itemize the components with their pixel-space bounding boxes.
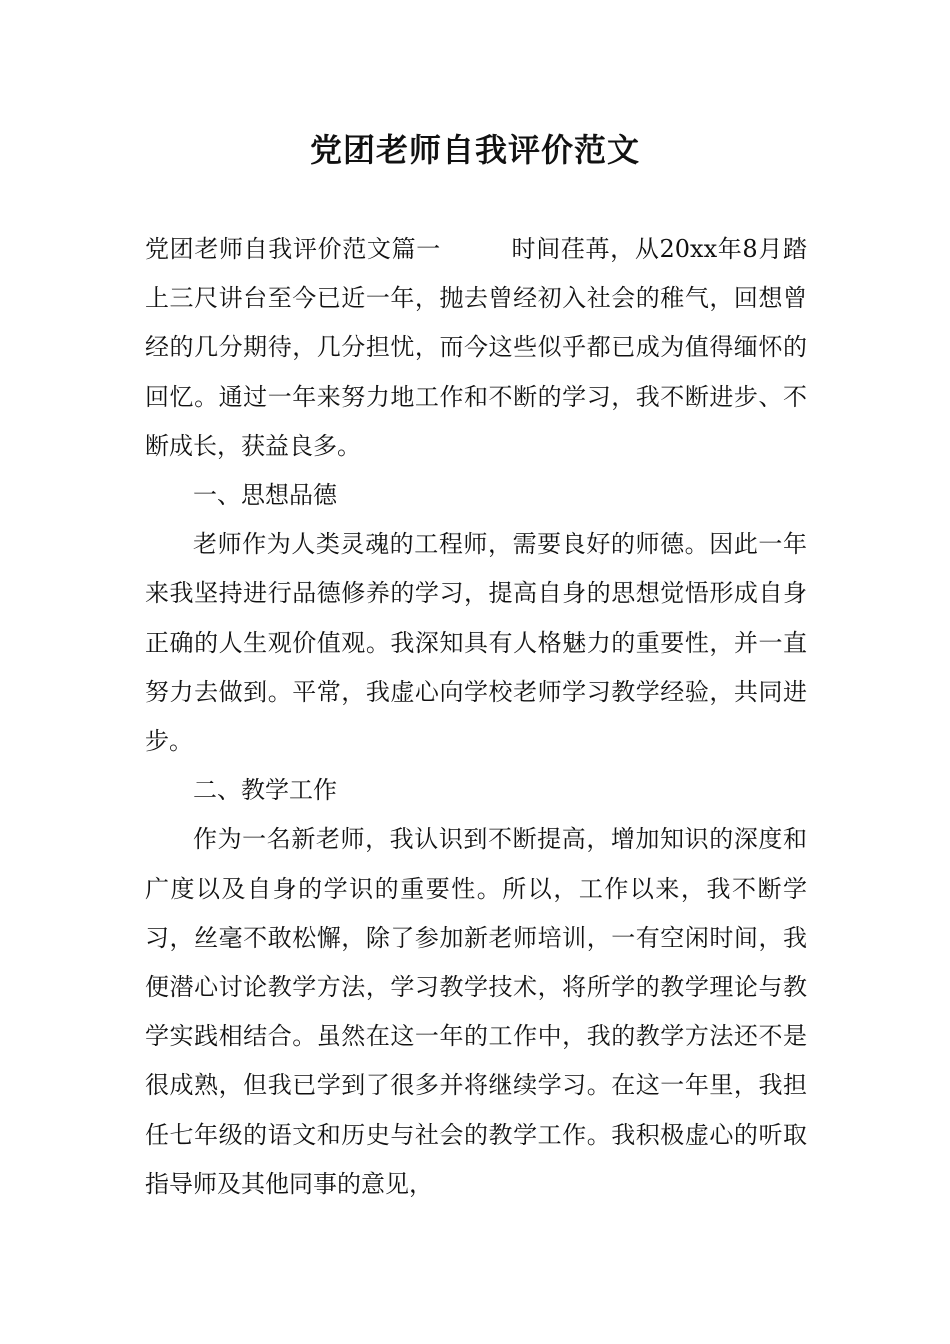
intro-paragraph (145, 225, 807, 471)
document-title: 党团老师自我评价范文 (309, 131, 640, 169)
section-heading-2: 二、教学工作 (193, 776, 337, 805)
section-paragraph-1: 老师作为人类灵魂的工程师，需要良好的师德。因此一年来我坚持进行品德修养的学习，提高自身的思想觉悟形成自身正确的人生观价值观。我深知具有人格魅力的重要性，并一直努力去做到。平常，我虚心向学校老师学习教学经验，共同进步。 (145, 530, 807, 756)
intro-label: 党团老师自我评价范文篇一 (145, 235, 441, 263)
intro-text: 时间荏苒，从20xx年8月踏上三尺讲台至今已近一年，抛去曾经初入社会的稚气，回想曾经的几分期待，几分担忧，而今这些似乎都已成为值得缅怀的回忆。通过一年来努力地工作和不断的学习，我不断进步、不断成长，获益良多。 (145, 235, 807, 460)
document-body (145, 225, 807, 1209)
section-heading-1: 一、思想品德 (193, 481, 337, 510)
section-paragraph-2: 作为一名新老师，我认识到不断提高，增加知识的深度和广度以及自身的学识的重要性。所以，工作以来，我不断学习，丝毫不敢松懈，除了参加新老师培训，一有空闲时间，我便潜心讨论教学方法，学习教学技术，将所学的教学理论与教学实践相结合。虽然在这一年的工作中，我的教学方法还不是很成熟，但我已学到了很多并将继续学习。在这一年里，我担任七年级的语文和历史与社会的教学工作。我积极虚心的听取指导师及其他同事的意见， (145, 825, 807, 1198)
